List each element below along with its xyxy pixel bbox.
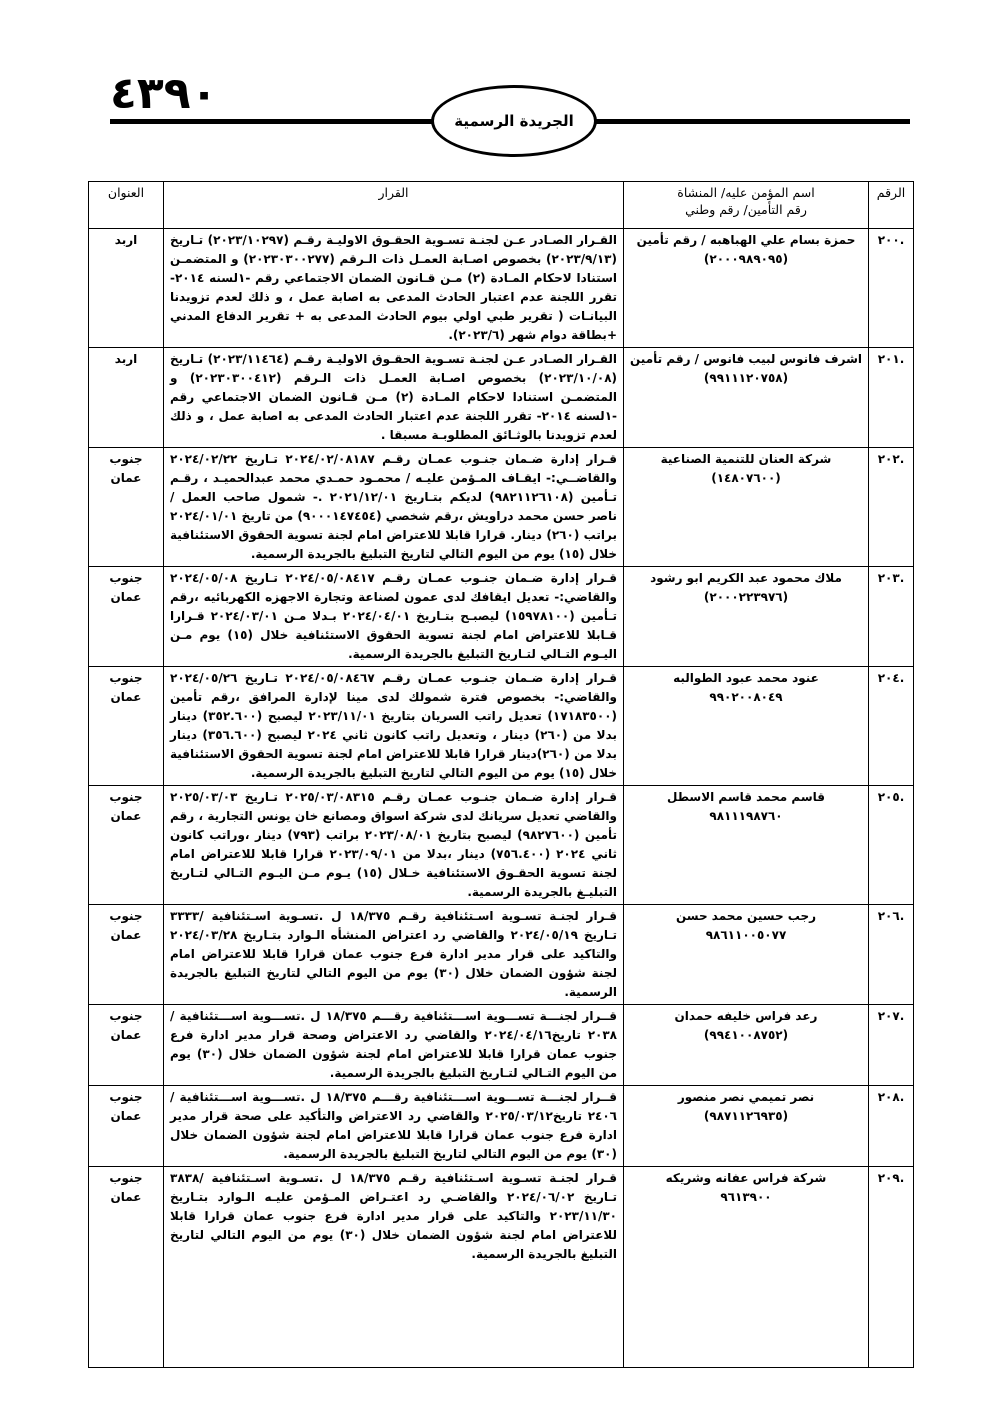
table-row: [89, 667, 914, 786]
table-row: [89, 229, 914, 348]
insured-name-line: ملاك محمود عبد الكريم ابو رشود: [650, 571, 842, 585]
page-number: ٤٣٩٠: [110, 68, 218, 119]
insured-name-line: شركة فراس عفانه وشريكه: [665, 1171, 827, 1185]
insured-number: (١٤٨٠٧٦٠٠): [711, 471, 781, 485]
insured-number: ٩٦١٣٩٠٠: [720, 1190, 772, 1204]
insured-number: (٩٨٧١١٢٦٩٣٥): [703, 1109, 789, 1123]
insured-name: [624, 229, 869, 348]
branch-address: جنوب عمان: [89, 448, 164, 567]
table-row: [89, 1167, 914, 1368]
table-row: [89, 1086, 914, 1167]
insured-name: [624, 786, 869, 905]
table-row: [89, 1005, 914, 1086]
decision-text: قــرار لجنـــة تســـوية اســـتئنافية رقـــم ١٨/٣٧٥ ل .تســـوية اســـتئنافية /٢٤٠٦ تاريخ٢٠٢٥/٠٣/١٢ والقاضي رد الاعتراض والتأكيد على صحة قرار مدير ادارة فرع جنوب عمان قرارا قابلا للاعتراض امام لجنة شؤون الضمان خلال (٣٠) يوم من اليوم التالي لتاريخ التبليغ بالجريدة الرسمية.: [164, 1086, 624, 1167]
insured-name: [624, 348, 869, 448]
insured-name-line: اشرف فانوس لبيب فانوس / رقم تأمين: [630, 352, 862, 366]
decision-text: قــرار لجنـــة تســـوية اســـتئنافية رقـــم ١٨/٣٧٥ ل .تســـوية اســـتئنافية /٢٠٣٨ تاريخ٢٠٢٤/٠٤/١٦ والقاضي رد الاعتراض وصحة قرار مدير ادارة فرع جنوب عمان قرارا قابلا للاعتراض امام لجنة شؤون الضمان خلال (٣٠) يوم من اليوم التـالي لتـاريخ التبليغ بالجريدة الرسمية.: [164, 1005, 624, 1086]
insured-name-line: رجب حسين محمد حسن: [675, 909, 817, 923]
decision-text: قـرار إدارة ضـمان جنـوب عمـان رقـم ٢٠٢٤/٠٢/٠٨١٨٧ تـاريخ ٢٠٢٤/٠٢/٢٢ والقاضــي:- ايقـاف المـؤمن عليـه / محمـود حمـدي محمد عبدالحميـد ، رقـم تـأمين (٩٨٢١١٢٦١٠٨) لديكم بتـاريخ ٢٠٢١/١٢/٠١ .- شمول صاحب العمل / ناصر حسن محمد دراويش ،رقم شخصي (٩٠٠٠١٤٧٤٥٤) من تاريخ ٢٠٢٤/٠١/٠١ براتب (٢٦٠) دينار. قرارا قابلا للاعتراض امام لجنة تسوية الحقوق الاستئنافية خلال (١٥) يوم من اليوم التالي لتاريخ التبليغ بالجريدة الرسمية.: [164, 448, 624, 567]
table-row: [89, 786, 914, 905]
table-header-row: [89, 182, 914, 229]
notices-table: [88, 181, 914, 1368]
branch-address: جنوب عمان: [89, 905, 164, 1005]
insured-number: (٢٠٠٠٩٨٩٠٩٥): [703, 252, 789, 266]
row-number: .٢٠٨: [869, 1086, 914, 1167]
decision-text: قـرار إدارة ضـمان جنـوب عمـان رقـم ٢٠٢٥/٠٣/٠٨٣١٥ تـاريخ ٢٠٢٥/٠٣/٠٣ والقاضي تعديل سريانك لدى شركة اسواق ومصانع خان يونس التجارية ، رقم تأمين (٩٨٢٧٦٠٠) ليصبح بتاريخ ٢٠٢٣/٠٨/٠١ براتب (٧٩٣) دينار ،وراتب كانون ثاني ٢٠٢٤ (٧٥٦.٤٠٠) دينار ،بدلا من ٢٠٢٣/٠٩/٠١ قرارا قابلا للاعتراض امام لجنة تسوية الحقـوق الاستئنافية خـلال (١٥) يـوم مـن اليـوم التـالي لتـاريخ التبليـغ بالجريدة الرسمية.: [164, 786, 624, 905]
row-number: .٢٠٦: [869, 905, 914, 1005]
branch-address: جنوب عمان: [89, 1167, 164, 1368]
insured-number: (٩٩٤١٠٠٨٧٥٢): [703, 1028, 789, 1042]
insured-name-line: رعد فراس خليفه حمدان: [674, 1009, 818, 1023]
column-header-name-line1: اسم المؤمن عليه/ المنشاة: [677, 185, 815, 200]
column-header-address: العنوان: [89, 182, 164, 229]
insured-name: [624, 905, 869, 1005]
row-number: .٢٠٥: [869, 786, 914, 905]
branch-address: اربد: [89, 229, 164, 348]
row-number: .٢٠٣: [869, 567, 914, 667]
table-row: [89, 567, 914, 667]
row-number: .٢٠٢: [869, 448, 914, 567]
insured-name-line: قاسم محمد قاسم الاسطل: [667, 790, 825, 804]
decision-text: القـرار الصـادر عـن لجنـة تسـوية الحقـوق الاوليـة رقـم (٢٠٢٣/١٠٢٩٧) تـاريخ (٢٠٢٣/٩/١٣) بخصوص اصـابة العمـل ذات الـرقم (٢٠٢٣٠٣٠٠٢٧٧) و المتضمـن استنادا لاحكام المـادة (٢) مـن قـانون الضمان الاجتماعي رقم -١لسنه ٢٠١٤- تقرر اللجنة عدم اعتبار الحادث المدعى به اصابة عمل ، و ذلك لعدم تزويدنا البيانـات ( تقرير طبي اولي بيوم الحادث المدعى به + تقرير الدفاع المدني +بطاقة دوام شهر (٢٠٢٣/٦).: [164, 229, 624, 348]
column-header-name: [624, 182, 869, 229]
insured-number: ٩٨٦١١٠٠٥٠٧٧: [705, 928, 787, 942]
insured-name-line: عنود محمد عبود الطوالبه: [673, 671, 819, 685]
decision-text: القـرار الصـادر عـن لجنـة تسـوية الحقـوق الاوليـة رقـم (٢٠٢٣/١١٤٦٤) تـاريخ (٢٠٢٣/١٠/٠٨) بخصوص اصـابة العمـل ذات الـرقم (٢٠٢٣٠٣٠٠٤١٢) و المتضمـن استنادا لاحكام المـادة (٢) مـن قـانون الضمان الاجتماعي رقم -١لسنه ٢٠١٤- تقرر اللجنة عدم اعتبار الحادث المدعى به اصابة عمل ، و ذلك لعدم تزويدنا بالوثـائق المطلوبـة مسبقا .: [164, 348, 624, 448]
branch-address: جنوب عمان: [89, 567, 164, 667]
branch-address: جنوب عمان: [89, 1005, 164, 1086]
insured-name-line: حمزة بسام علي الهباهبه / رقم تأمين: [636, 233, 856, 247]
insured-name: [624, 1005, 869, 1086]
branch-address: جنوب عمان: [89, 667, 164, 786]
table-row: [89, 448, 914, 567]
row-number: .٢٠٩: [869, 1167, 914, 1368]
column-header-name-line2: رقم التأمين/ رقم وطني: [685, 202, 807, 217]
decision-text: قـرار إدارة ضـمان جنـوب عمـان رقـم ٢٠٢٤/٠٥/٠٨٤١٧ تـاريخ ٢٠٢٤/٠٥/٠٨ والقاضي:- تعديل ايقافك لدى عمون لصناعة وتجارة الاجهزه الكهربائيه ،رقم تـأمين (١٥٩٧٨١٠٠) ليصبـح بتـاريخ ٢٠٢٤/٠٤/٠١ بـدلا مـن ٢٠٢٤/٠٣/٠١ قـرارا قـابلا للاعتراض امام لجنة تسوية الحقوق الاستئنافية خلال (١٥) يوم مـن اليـوم التـالي لتـاريخ التبليغ بالجريدة الرسمية.: [164, 567, 624, 667]
insured-number: ٩٩٠٢٠٠٨٠٤٩: [709, 690, 783, 704]
row-number: .٢٠١: [869, 348, 914, 448]
decision-text: قـرار إدارة ضـمان جنـوب عمـان رقـم ٢٠٢٤/٠٥/٠٨٤٦٧ تـاريخ ٢٠٢٤/٠٥/٢٦ والقاضي:- بخصوص فترة شمولك لدى مينا لإدارة المرافق ،رقم تأمين (١٧١٨٣٥٠٠) تعديل راتب السريان بتاريخ ٢٠٢٣/١١/٠١ ليصبح (٣٥٢.٦٠٠) دينار بدلا من (٢٦٠) دينار ، وتعديل راتب كانون ثاني ٢٠٢٤ ليصبح (٣٥٦.٦٠٠) دينار بدلا من (٢٦٠)دينار قرارا قابلا للاعتراض امام لجنة تسوية الحقوق الاستئنافية خلال (١٥) يوم من اليوم التالي لتاريخ التبليغ بالجريدة الرسمية.: [164, 667, 624, 786]
row-number: .٢٠٤: [869, 667, 914, 786]
gazette-title-oval: [431, 85, 597, 157]
insured-number: (٩٩١١١٢٠٧٥٨): [703, 371, 789, 385]
insured-name: [624, 1086, 869, 1167]
column-header-number: الرقم: [869, 182, 914, 229]
branch-address: جنوب عمان: [89, 1086, 164, 1167]
insured-number: (٢٠٠٠٢٢٣٩٧٦): [703, 590, 789, 604]
branch-address: اربد: [89, 348, 164, 448]
insured-name: [624, 448, 869, 567]
insured-name-line: نصر تميمي نصر منصور: [677, 1090, 815, 1104]
decision-text: قـرار لجنـة تسـوية اسـتئنافية رقـم ١٨/٣٧٥ ل .تسـوية اسـتئنافية /٣٣٣٣ تـاريخ ٢٠٢٤/٠٥/١٩ والقاضي رد اعتراض المنشأه الـوارد بتـاريخ ٢٠٢٤/٠٣/٢٨ والتاكيد على قرار مدير ادارة فرع جنوب عمان قرارا قابلا للاعتراض امام لجنة شؤون الضمان خلال (٣٠) يوم من اليوم التالي لتاريخ التبليغ بالجريدة الرسمية.: [164, 905, 624, 1005]
column-header-decision: القرار: [164, 182, 624, 229]
insured-name: [624, 1167, 869, 1368]
insured-number: ٩٨١١١٩٨٧٦٠: [709, 809, 783, 823]
gazette-title: الجريدة الرسمية: [454, 112, 574, 130]
row-number: .٢٠٠: [869, 229, 914, 348]
insured-name: [624, 667, 869, 786]
row-number: .٢٠٧: [869, 1005, 914, 1086]
insured-name-line: شركة العنان للتنمية الصناعية: [660, 452, 832, 466]
table-row: [89, 348, 914, 448]
branch-address: جنوب عمان: [89, 786, 164, 905]
table-row: [89, 905, 914, 1005]
insured-name: [624, 567, 869, 667]
decision-text: قـرار لجنـة تسـوية اسـتئنافية رقـم ١٨/٣٧٥ ل .تسـوية اسـتئنافية /٣٨٣٨ تـاريخ ٢٠٢٤/٠٦/٠٢ والقاضـي رد اعتـراض المـؤمن عليـه الـوارد بتـاريخ ٢٠٢٣/١١/٣٠ والتاكيد على قرار مدير ادارة فرع جنوب عمان قرارا قابلا للاعتراض امام لجنة شؤون الضمان خلال (٣٠) يوم من اليوم التالي لتاريخ التبليغ بالجريدة الرسمية.: [164, 1167, 624, 1368]
